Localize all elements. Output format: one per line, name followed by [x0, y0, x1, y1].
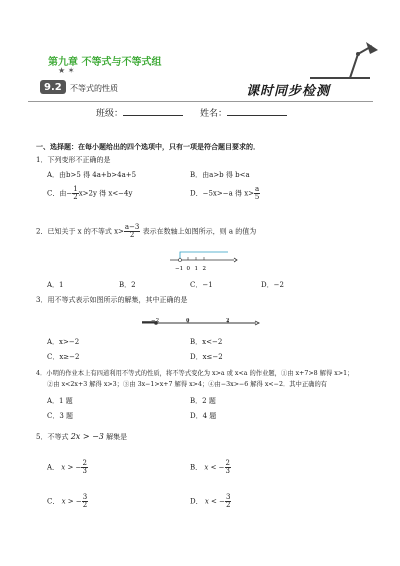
q2-tick-label: 1	[194, 266, 198, 272]
q2-option-b: B．2	[119, 281, 136, 289]
q3-stem: 3．用不等式表示如图所示的解集，其中正确的是	[36, 296, 188, 304]
class-label: 班级：	[96, 109, 124, 119]
q5-option-c: C． x > − $\frac{3}{2}$	[47, 493, 88, 509]
stars-decoration: ★ ✶	[58, 66, 75, 75]
q5-stem: 5．不等式 2x > −3 解集是	[36, 432, 128, 441]
q3-number-line	[140, 313, 260, 335]
q1-option-a: A．由b>5 得 4a+b>4a+5	[47, 171, 137, 179]
q4-stem-line2: ②由 x<2x+3 解得 x>3；③由 3x−1>x+7 解得 x>4；④由−3x>−6 解得 x<−2．其中正确的有	[47, 381, 328, 388]
q5-c-fraction: $\frac{3}{2}$	[82, 493, 88, 509]
q1-option-d: D．−5x>−a 得 x> $\frac{a}{5}$	[190, 185, 260, 201]
q5-option-b: B． x < − $\frac{2}{3}$	[190, 459, 230, 475]
name-field	[200, 106, 287, 119]
q5-a-fraction: $\frac{2}{3}$	[82, 459, 87, 475]
name-label: 姓名：	[200, 109, 228, 119]
q4-option-b: B．2 题	[190, 397, 216, 405]
q3-tick-label: −2	[151, 318, 160, 324]
q3-option-a: A．x>−2	[47, 338, 80, 346]
q4-stem-line1: 4．小明的作业本上有四道利用不等式的性质，将不等式变化为 x>a 或 x<a 的作业题，①由 x+7>8 解得 x>1；	[36, 370, 354, 377]
q1-stem: 1．下列变形不正确的是	[36, 156, 111, 164]
q5-inequality: 2x > −3	[70, 432, 104, 441]
q3-option-d: D．x≤−2	[190, 353, 223, 361]
q2-option-d: D．−2	[261, 281, 284, 289]
name-blank[interactable]	[227, 107, 287, 116]
q2-fraction: $\frac{a-3}{2}$	[124, 223, 140, 239]
q2-option-a: A．1	[47, 281, 64, 289]
q3-option-b: B．x<−2	[190, 338, 223, 346]
section-title: 不等式的性质	[70, 84, 118, 93]
q3-tick-label: 2	[226, 318, 230, 324]
q1-c-fraction: $\frac{1}{2}$	[73, 185, 78, 201]
q4-option-d: D．4 题	[190, 412, 217, 420]
q1-option-c: C．由− $\frac{1}{2}$ x>2y 得 x<−4y	[47, 185, 133, 201]
q2-tick-label: 0	[186, 266, 190, 272]
chapter-title: 第九章 不等式与不等式组	[48, 57, 162, 68]
part1-title: 一、选择题：在每小题给出的四个选项中，只有一项是符合题目要求的．	[36, 142, 260, 151]
q2-tick-label: 2	[202, 266, 206, 272]
q5-option-d: D． x < − $\frac{3}{2}$	[190, 493, 231, 509]
q3-tick-label: 0	[186, 318, 190, 324]
class-blank[interactable]	[123, 107, 183, 116]
q5-d-fraction: $\frac{3}{2}$	[226, 493, 231, 509]
q3-option-c: C．x≥−2	[47, 353, 80, 361]
q2-option-c: C．−1	[190, 281, 213, 289]
q2-tick-label: −1	[175, 266, 184, 272]
q5-b-fraction: $\frac{2}{3}$	[225, 459, 230, 475]
q4-option-c: C．3 题	[47, 412, 74, 420]
q2-number-line	[168, 248, 238, 274]
desk-lamp-icon	[300, 40, 380, 82]
q4-option-a: A．1 题	[47, 397, 73, 405]
page-heading: 课时同步检测	[246, 84, 331, 99]
q5-option-a: A． x > − $\frac{2}{3}$	[47, 459, 87, 475]
q2-stem: 2．已知关于 x 的不等式 x> $\frac{a-3}{2}$ 表示在数轴上如图所示，则 a 的值为	[36, 223, 257, 239]
section-number: 9.2	[44, 82, 62, 93]
q1-d-fraction: $\frac{a}{5}$	[254, 185, 260, 201]
q1-option-b: B．由a>b 得 b<a	[190, 171, 250, 179]
class-field	[96, 106, 183, 119]
